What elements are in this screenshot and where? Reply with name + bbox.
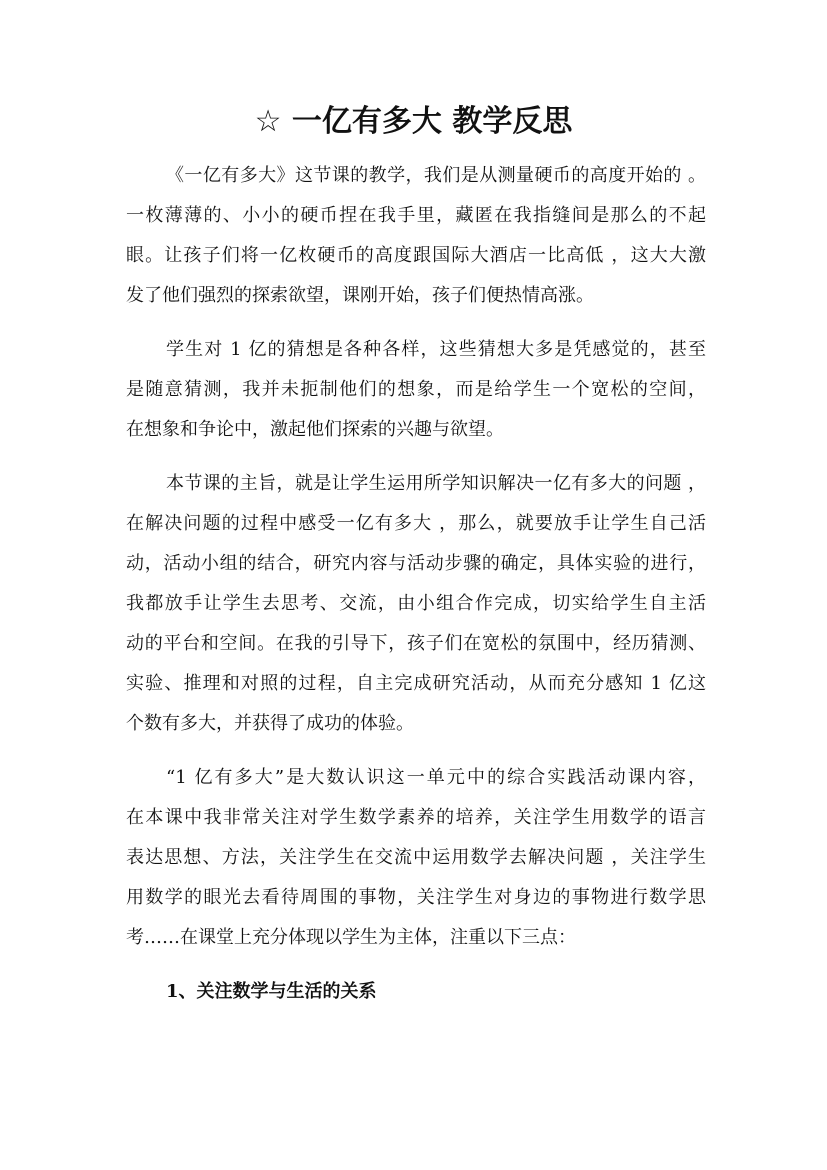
paragraph-line: 在解决问题的过程中感受一亿有多大 ，那么，就要放手让学生自己活 — [126, 513, 706, 534]
paragraph-line: 用数学的眼光去看待周围的事物，关注学生对身边的事物进行数学思 — [126, 887, 706, 908]
document-title: ☆ 一亿有多大 教学反思 — [254, 104, 573, 139]
paragraph-line: 动，活动小组的结合，研究内容与活动步骤的确定，具体实验的进行， — [126, 553, 706, 574]
document-body — [126, 156, 706, 1012]
paragraph-line: 学生对 1 亿的猜想是各种各样，这些猜想大多是凭感觉的，甚至 — [166, 339, 706, 360]
paragraph-line: 本节课的主旨，就是让学生运用所学知识解决一亿有多大的问题 ， — [166, 473, 706, 494]
paragraph-line: 发了他们强烈的探索欲望，课刚开始，孩子们便热情高涨。 — [126, 285, 594, 306]
paragraph-1 — [126, 156, 706, 316]
paragraph-line: 我都放手让学生去思考、交流，由小组合作完成，切实给学生自主活 — [126, 593, 706, 614]
paragraph-line: 眼。让孩子们将一亿枚硬币的高度跟国际大酒店一比高低 ，这大大激 — [126, 245, 706, 266]
paragraph-line: 《一亿有多大》这节课的教学，我们是从测量硬币的高度开始的 。 — [166, 165, 706, 186]
paragraph-line: “1 亿有多大”是大数认识这一单元中的综合实践活动课内容， — [166, 767, 706, 788]
paragraph-line: 表达思想、方法，关注学生在交流中运用数学去解决问题 ，关注学生 — [126, 847, 706, 868]
paragraph-line: 在想象和争论中，激起他们探索的兴趣与欲望。 — [126, 419, 504, 440]
paragraph-3 — [126, 464, 706, 744]
paragraph-line: 考……在课堂上充分体现以学生为主体，注重以下三点： — [126, 927, 576, 948]
paragraph-line: 在本课中我非常关注对学生数学素养的培养，关注学生用数学的语言 — [126, 807, 706, 828]
paragraph-line: 实验、推理和对照的过程，自主完成研究活动，从而充分感知 1 亿这 — [126, 673, 706, 694]
paragraph-2 — [126, 330, 706, 450]
section-heading: 1、关注数学与生活的关系 — [166, 981, 377, 1002]
paragraph-4 — [126, 758, 706, 958]
paragraph-line: 动的平台和空间。在我的引导下，孩子们在宽松的氛围中，经历猜测、 — [126, 633, 706, 654]
paragraph-line: 一枚薄薄的、小小的硬币捏在我手里，藏匿在我指缝间是那么的不起 — [126, 205, 706, 226]
paragraph-line: 是随意猜测，我并未扼制他们的想象，而是给学生一个宽松的空间， — [126, 379, 706, 400]
paragraph-line: 个数有多大，并获得了成功的体验。 — [126, 713, 414, 734]
